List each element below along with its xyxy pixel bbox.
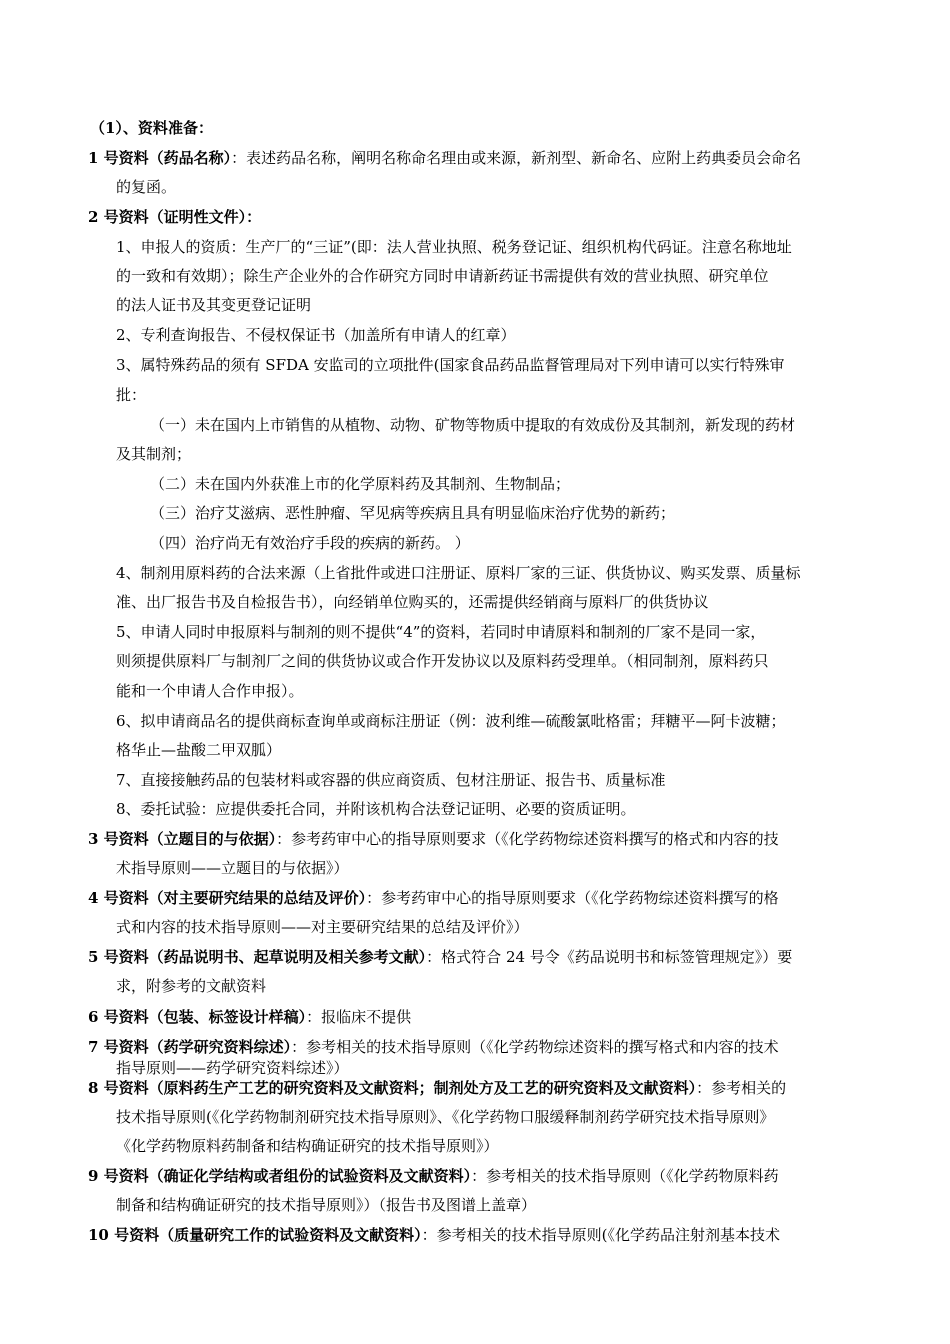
sub-item-7-text: 7、直接接触药品的包装材料或容器的供应商资质、包材注册证、报告书、质量标准 [116,771,666,789]
item-7 [0,1036,950,1058]
item-9-cont [0,1194,950,1216]
item-10 [0,1224,950,1246]
item-1 [0,147,950,169]
sub-item-1 [0,236,950,258]
sub-item-5-cont [0,650,950,672]
sub-item-2 [0,324,950,346]
sub-item-3-b-text: （二）未在国内外获准上市的化学原料药及其制剂、生物制品； [150,475,571,493]
item-3-title: 3 号资料（立题目的与依据） [88,830,277,848]
item-4-cont [0,916,950,938]
item-5 [0,946,950,968]
sub-item-4-text-2: 准、出厂报告书及自检报告书），向经销单位购买的，还需提供经销商与原料厂的供货协议 [116,593,709,611]
sub-item-5-text: 5、申请人同时申报原料与制剂的则不提供“4”的资料，若同时申请原料和制剂的厂家不是同一家， [116,623,766,641]
sub-item-6-cont [0,739,950,761]
section-heading [0,117,950,139]
item-8-cont [0,1106,950,1128]
item-7-cont [0,1057,950,1079]
item-7-text-2: 指导原则——药学研究资料综述》） [116,1059,349,1077]
item-4-text: ：参考药审中心的指导原则要求（《化学药物综述资料撰写的格 [366,889,779,907]
item-3 [0,828,950,850]
item-6 [0,1006,950,1028]
sub-item-8 [0,798,950,820]
sub-item-3-a-text-2: 及其制剂； [116,445,192,463]
sub-item-1-text: 1、申报人的资质：生产厂的“三证”(即：法人营业执照、税务登记证、组织机构代码证。注意名称地址 [116,238,792,256]
sub-item-3-d [0,532,950,554]
item-9-title: 9 号资料（确证化学结构或者组份的试验资料及文献资料） [88,1167,472,1185]
sub-item-6-text: 6、拟申请商品名的提供商标查询单或商标注册证（例：波利维—硫酸氯吡格雷；拜糖平—阿卡波糖； [116,712,786,730]
item-5-cont [0,975,950,997]
sub-item-3-b [0,473,950,495]
sub-item-4-cont [0,591,950,613]
sub-item-3-a-cont [0,443,950,465]
item-8 [0,1077,950,1099]
item-3-text-2: 术指导原则——立题目的与依据》） [116,859,349,877]
sub-item-1-text-2: 的一致和有效期）；除生产企业外的合作研究方同时申请新药证书需提供有效的营业执照、研究单位 [116,267,769,285]
sub-item-5-text-2: 则须提供原料厂与制剂厂之间的供货协议或合作开发协议以及原料药受理单。（相同制剂，原料药只 [116,652,769,670]
item-9 [0,1165,950,1187]
sub-item-5-text-3: 能和一个申请人合作申报）。 [116,682,304,700]
sub-item-3-d-text: （四）治疗尚无有效治疗手段的疾病的新药。 ） [150,534,470,552]
item-10-title: 10 号资料（质量研究工作的试验资料及文献资料） [88,1226,422,1244]
item-3-cont [0,857,950,879]
item-2-title: 2 号资料（证明性文件）： [88,208,262,226]
item-5-title: 5 号资料（药品说明书、起草说明及相关参考文献） [88,948,427,966]
sub-item-5 [0,621,950,643]
sub-item-3-text: 3、属特殊药品的须有 SFDA 安监司的立项批件(国家食品药品监督管理局对下列申请可以实行特殊审 [116,356,785,374]
item-2 [0,206,950,228]
item-8-text: ：参考相关的 [696,1079,787,1097]
sub-item-1-text-3: 的法人证书及其变更登记证明 [116,296,312,314]
sub-item-7 [0,769,950,791]
sub-item-5-cont-2 [0,680,950,702]
sub-item-3 [0,354,950,376]
sub-item-1-cont-2 [0,294,950,316]
sub-item-4 [0,562,950,584]
sub-item-3-a-text: （一）未在国内上市销售的从植物、动物、矿物等物质中提取的有效成份及其制剂，新发现的药材 [150,416,796,434]
sub-item-3-text-2: 批： [116,386,147,404]
item-4 [0,887,950,909]
item-1-title: 1 号资料（药品名称） [88,149,232,167]
item-1-text-2: 的复函。 [116,178,177,196]
item-5-text-2: 求，附参考的文献资料 [116,977,267,995]
section-heading-text: （1）、资料准备： [90,119,213,137]
item-9-text-2: 制备和结构确证研究的技术指导原则》）（报告书及图谱上盖章） [116,1196,537,1214]
item-8-text-3: 《化学药物原料药制备和结构确证研究的技术指导原则》） [116,1137,499,1155]
sub-item-2-text: 2、专利查询报告、不侵权保证书（加盖所有申请人的红章） [116,326,516,344]
item-7-title: 7 号资料（药学研究资料综述） [88,1038,292,1056]
sub-item-4-text: 4、制剂用原料药的合法来源（上省批件或进口注册证、原料厂家的三证、供货协议、购买发票、质量标 [116,564,801,582]
sub-item-6 [0,710,950,732]
item-10-text: ：参考相关的技术指导原则(《化学药品注射剂基本技术 [421,1226,780,1244]
sub-item-3-a [0,414,950,436]
item-8-title: 8 号资料（原料药生产工艺的研究资料及文献资料；制剂处方及工艺的研究资料及文献资料） [88,1079,697,1097]
item-8-cont-2 [0,1135,950,1157]
item-4-title: 4 号资料（对主要研究结果的总结及评价） [88,889,367,907]
item-6-text: ：报临床不提供 [306,1008,412,1026]
sub-item-3-cont [0,384,950,406]
item-4-text-2: 式和内容的技术指导原则——对主要研究结果的总结及评价》） [116,918,529,936]
item-8-text-2: 技术指导原则(《化学药物制剂研究技术指导原则》、《化学药物口服缓释制剂药学研究技术指导原则》 [116,1108,775,1126]
sub-item-8-text: 8、委托试验：应提供委托合同，并附该机构合法登记证明、必要的资质证明。 [116,800,636,818]
sub-item-3-c [0,502,950,524]
item-1-cont [0,176,950,198]
sub-item-1-cont [0,265,950,287]
sub-item-3-c-text: （三）治疗艾滋病、恶性肿瘤、罕见病等疾病且具有明显临床治疗优势的新药； [150,504,676,522]
item-6-title: 6 号资料（包装、标签设计样稿） [88,1008,307,1026]
item-7-text: ：参考相关的技术指导原则（《化学药物综述资料的撰写格式和内容的技术 [291,1038,779,1056]
sub-item-6-text-2: 格华止—盐酸二甲双胍） [116,741,282,759]
item-9-text: ：参考相关的技术指导原则（《化学药物原料药 [471,1167,779,1185]
item-5-text: ：格式符合 24 号令《药品说明书和标签管理规定》）要 [426,948,793,966]
item-3-text: ：参考药审中心的指导原则要求（《化学药物综述资料撰写的格式和内容的技 [276,830,779,848]
item-1-text: ：表述药品名称，阐明名称命名理由或来源，新剂型、新命名、应附上药典委员会命名 [231,149,802,167]
